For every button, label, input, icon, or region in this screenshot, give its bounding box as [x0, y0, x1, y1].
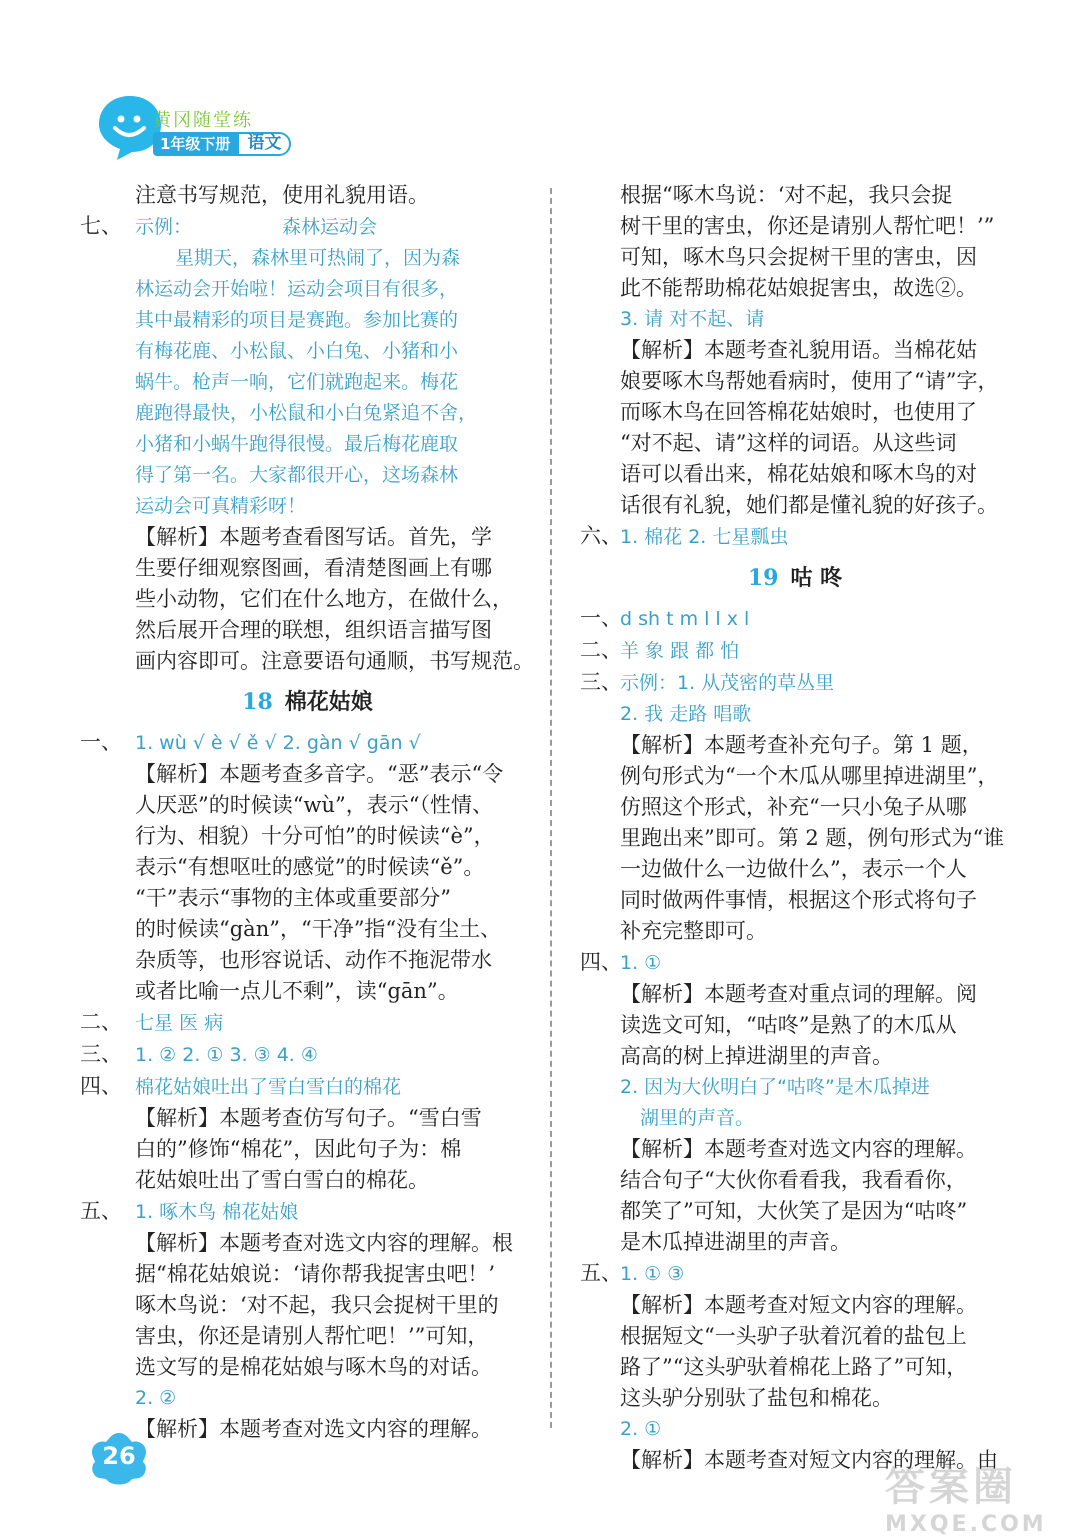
essay-line: 得了第一名。大家都很开心，这场森林 — [135, 464, 459, 486]
analysis-line: 或者比喻一点儿不剩”，读“gān”。 — [135, 979, 459, 1003]
answer-text: 湖里的声音。 — [640, 1107, 755, 1129]
analysis-line: 杂质等，也形容说话、动作不拖泥带水 — [135, 948, 492, 972]
section-number: 二、 — [580, 638, 622, 662]
analysis-line: 【解析】本题考查对短文内容的理解。由 — [620, 1448, 998, 1472]
analysis-line: 此不能帮助棉花姑娘捉害虫，故选②。 — [620, 276, 977, 300]
analysis-line: 话很有礼貌，她们都是懂礼貌的好孩子。 — [620, 493, 998, 517]
section-number: 五、 — [80, 1199, 122, 1223]
answer-text: 1. ② 2. ① 3. ③ 4. ④ — [135, 1044, 318, 1066]
analysis-line: “对不起、请”这样的词语。从这些词 — [620, 431, 957, 455]
analysis-line: 根据短文“一头驴子驮着沉着的盐包上 — [620, 1324, 967, 1348]
page-number-badge — [88, 1430, 150, 1486]
page-number: 26 — [102, 1442, 136, 1470]
analysis-line: 一边做什么一边做什么”，表示一个人 — [620, 857, 967, 881]
analysis-line: 害虫，你还是请别人帮忙吧！’”可知， — [135, 1324, 489, 1348]
answer-row — [580, 947, 1010, 979]
text-line: 注意书写规范，使用礼貌用语。 — [135, 183, 429, 207]
section-number: 一、 — [580, 606, 622, 630]
analysis-line: 【解析】本题考查对选文内容的理解。 — [135, 1417, 492, 1441]
analysis-line: 【解析】本题考查仿写句子。“雪白雪 — [135, 1106, 482, 1130]
analysis-line: 【解析】本题考查补充句子。第 1 题， — [620, 733, 983, 757]
answer-row — [580, 1258, 1010, 1290]
analysis-line: “干”表示“事物的主体或重要部分” — [135, 886, 451, 910]
essay-block — [80, 243, 535, 522]
analysis-line: 根据“啄木鸟说：‘对不起，我只会捉 — [620, 183, 953, 207]
analysis-line: 这头驴分别驮了盐包和棉花。 — [620, 1386, 893, 1410]
section-number: 三、 — [80, 1042, 122, 1066]
answer-text: 2. 我 走路 唱歌 — [620, 703, 752, 725]
lesson-title — [80, 681, 535, 723]
essay-line: 其中最精彩的项目是赛跑。参加比赛的 — [135, 309, 459, 331]
analysis-line: 结合句子“大伙你看看我，我看看你， — [620, 1168, 967, 1192]
lesson-title — [580, 557, 1010, 599]
brand-name: 黄冈随堂练 — [153, 110, 253, 131]
answer-text: 示例：1. 从茂密的草丛里 — [620, 672, 835, 694]
section-number: 四、 — [80, 1074, 122, 1098]
answer-row — [80, 1039, 535, 1071]
question-7 — [80, 211, 535, 243]
analysis-line: 仿照这个形式，补充“一只小兔子从哪 — [620, 795, 967, 819]
watermark — [885, 1455, 1065, 1535]
section-number: 三、 — [580, 670, 622, 694]
section-number: 四、 — [580, 950, 622, 974]
left-column — [80, 180, 535, 1445]
analysis-line: 些小动物，它们在什么地方，在做什么， — [135, 587, 513, 611]
answer-text: 1. 棉花 2. 七星瓢虫 — [620, 526, 789, 548]
analysis-line: 语可以看出来，棉花姑娘和啄木鸟的对 — [620, 462, 977, 486]
section-number: 五、 — [580, 1261, 622, 1285]
analysis-line: 读选文可知，“咕咚”是熟了的木瓜从 — [620, 1013, 957, 1037]
analysis-line: 【解析】本题考查对重点词的理解。阅 — [620, 982, 977, 1006]
analysis-line: 的时候读“gàn”，“干净”指“没有尘土、 — [135, 917, 502, 941]
analysis-line: 生要仔细观察图画，看清楚图画上有哪 — [135, 556, 492, 580]
analysis-line: 补充完整即可。 — [620, 919, 767, 943]
essay-title: 森林运动会 — [282, 216, 378, 238]
essay-line: 林运动会开始啦！运动会项目有很多， — [135, 278, 459, 300]
analysis-line: 路了”“这头驴驮着棉花上路了”可知， — [620, 1355, 968, 1379]
analysis-line: 人厌恶”的时候读“wù”，表示“（性情、 — [135, 793, 493, 817]
answer-row — [580, 521, 1010, 553]
answer-text: 3. 请 对不起、请 — [620, 308, 765, 330]
analysis-line: 里跑出来”即可。第 2 题，例句形式为“谁 — [620, 826, 1005, 850]
column-divider — [550, 188, 552, 1428]
answer-row — [580, 635, 1010, 667]
answer-row — [80, 1071, 535, 1103]
answer-text: 羊 象 跟 都 怕 — [620, 640, 740, 662]
answer-row — [80, 727, 535, 759]
analysis-line: 树干里的害虫，你还是请别人帮忙吧！’” — [620, 214, 995, 238]
section-number: 六、 — [580, 524, 622, 548]
answer-row — [80, 1007, 535, 1039]
analysis-line: 是木瓜掉进湖里的声音。 — [620, 1230, 851, 1254]
essay-line: 有梅花鹿、小松鼠、小白兔、小猪和小 — [135, 340, 459, 362]
answer-label: 示例： — [135, 216, 193, 238]
analysis-line: 花姑娘吐出了雪白雪白的棉花。 — [135, 1168, 429, 1192]
answer-text: 1. 啄木鸟 棉花姑娘 — [135, 1201, 299, 1223]
essay-line: 鹿跑得最快，小松鼠和小白兔紧追不舍， — [135, 402, 478, 424]
grade-tag — [153, 132, 291, 156]
essay-line: 蜗牛。枪声一响，它们就跑起来。梅花 — [135, 371, 459, 393]
analysis-line: 【解析】本题考查对选文内容的理解。根 — [135, 1231, 513, 1255]
essay-line: 小猪和小蜗牛跑得很慢。最后梅花鹿取 — [135, 433, 459, 455]
analysis-line: 【解析】本题考查礼貌用语。当棉花姑 — [620, 338, 977, 362]
watermark-text: 答案圈 — [885, 1464, 1017, 1510]
answer-text: 2. ② — [135, 1387, 177, 1409]
answer-row — [580, 603, 1010, 635]
analysis-line: 然后展开合理的联想，组织语言描写图 — [135, 618, 492, 642]
analysis-line: 娘要啄木鸟帮她看病时，使用了“请”字， — [620, 369, 999, 393]
lesson-name: 棉花姑娘 — [284, 689, 373, 715]
answer-text: 棉花姑娘吐出了雪白雪白的棉花 — [135, 1076, 402, 1098]
essay-line: 星期天，森林里可热闹了，因为森 — [175, 247, 461, 269]
analysis-line: 【解析】本题考查多音字。“恶”表示“令 — [135, 762, 504, 786]
answer-text: 2. 因为大伙明白了“咕咚”是木瓜掉进 — [620, 1076, 930, 1098]
analysis-line: 【解析】本题考查对短文内容的理解。 — [620, 1293, 977, 1317]
subject-label: 语文 — [237, 132, 291, 156]
analysis-line: 画内容即可。注意要语句通顺，书写规范。 — [135, 649, 534, 673]
lesson-number: 19 — [747, 565, 779, 591]
analysis-line: 选文写的是棉花姑娘与啄木鸟的对话。 — [135, 1355, 492, 1379]
answer-text: d sh t m l l x l — [620, 608, 750, 630]
analysis-line: 据“棉花姑娘说：‘请你帮我捉害虫吧！’ — [135, 1262, 496, 1286]
watermark-url: MXQE.COM — [885, 1512, 1047, 1537]
analysis-line: 同时做两件事情，根据这个形式将句子 — [620, 888, 977, 912]
answer-text: 七星 医 病 — [135, 1012, 224, 1034]
analysis-line: 白的”修饰“棉花”，因此句子为：棉 — [135, 1137, 462, 1161]
section-number: 七、 — [80, 214, 122, 238]
lesson-name: 咕 咚 — [790, 565, 843, 591]
lesson-number: 18 — [242, 689, 273, 715]
analysis-line: 【解析】本题考查对选文内容的理解。 — [620, 1137, 977, 1161]
analysis-line: 表示“有想呕吐的感觉”的时候读“ě”。 — [135, 855, 485, 879]
analysis-line: 可知，啄木鸟只会捉树干里的害虫，因 — [620, 245, 977, 269]
analysis-line: 【解析】本题考查看图写话。首先，学 — [135, 525, 492, 549]
book-header — [95, 92, 355, 172]
section-number: 二、 — [80, 1010, 122, 1034]
grade-label: 1年级下册 — [153, 132, 237, 156]
answer-row — [80, 1196, 535, 1228]
answer-text: 1. wù √ è √ ě √ 2. gàn √ gān √ — [135, 732, 421, 754]
analysis-line: 而啄木鸟在回答棉花姑娘时，也使用了 — [620, 400, 977, 424]
right-column — [580, 180, 1010, 1476]
analysis-line: 啄木鸟说：‘对不起，我只会捉树干里的 — [135, 1293, 499, 1317]
section-number: 一、 — [80, 730, 122, 754]
answer-text: 1. ① — [620, 952, 662, 974]
answer-text: 1. ① ③ — [620, 1263, 685, 1285]
analysis-line: 高高的树上掉进湖里的声音。 — [620, 1044, 893, 1068]
analysis-line: 行为、相貌）十分可怕”的时候读“è”， — [135, 824, 495, 848]
answer-text: 2. ① — [620, 1418, 662, 1440]
analysis-line: 例句形式为“一个木瓜从哪里掉进湖里”， — [620, 764, 999, 788]
essay-line: 运动会可真精彩呀！ — [135, 495, 307, 517]
analysis-line: 都笑了”可知，大伙笑了是因为“咕咚” — [620, 1199, 968, 1223]
answer-row — [580, 667, 1010, 699]
